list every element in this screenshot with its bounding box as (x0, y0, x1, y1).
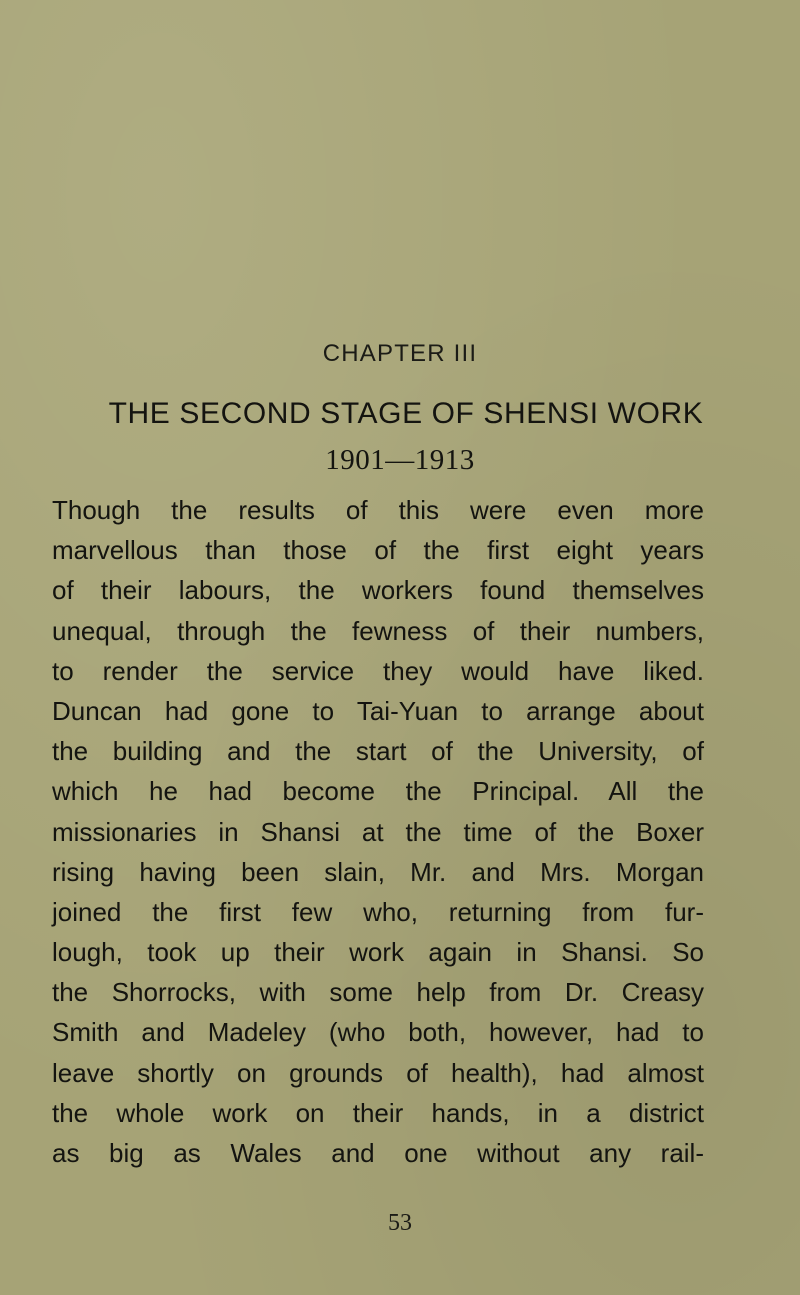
body-line: which he had become the Principal. All the (52, 776, 704, 807)
body-line: to render the service they would have liked. (52, 655, 704, 686)
body-line: of their labours, the workers found themselves (52, 575, 704, 606)
body-line: joined the first few who, returning from fur- (52, 896, 704, 927)
chapter-title: THE SECOND STAGE OF SHENSI WORK (108, 397, 704, 430)
body-line: Duncan had gone to Tai-Yuan to arrange about (52, 695, 704, 726)
body-line: Though the results of this were even more (52, 495, 704, 525)
body-line: missionaries in Shansi at the time of the Boxer (52, 816, 704, 847)
page-number: 53 (388, 1210, 412, 1236)
body-line: Smith and Madeley (who both, however, had to (52, 1017, 704, 1048)
body-line: unequal, through the fewness of their numbers, (52, 615, 704, 646)
body-line: leave shortly on grounds of health), had almost (52, 1057, 704, 1088)
body-line: the building and the start of the University, of (52, 736, 704, 767)
chapter-label: CHAPTER III (322, 340, 478, 367)
body-line: lough, took up their work again in Shansi. So (52, 937, 704, 968)
chapter-years: 1901—1913 (325, 444, 475, 476)
body-line: as big as Wales and one without any rail- (52, 1138, 704, 1168)
body-line: marvellous than those of the first eight years (52, 535, 704, 566)
body-line: the whole work on their hands, in a district (52, 1097, 704, 1128)
body-line: rising having been slain, Mr. and Mrs. Morgan (52, 856, 704, 887)
body-paragraph (52, 490, 704, 1173)
body-line: the Shorrocks, with some help from Dr. Creasy (52, 977, 704, 1008)
